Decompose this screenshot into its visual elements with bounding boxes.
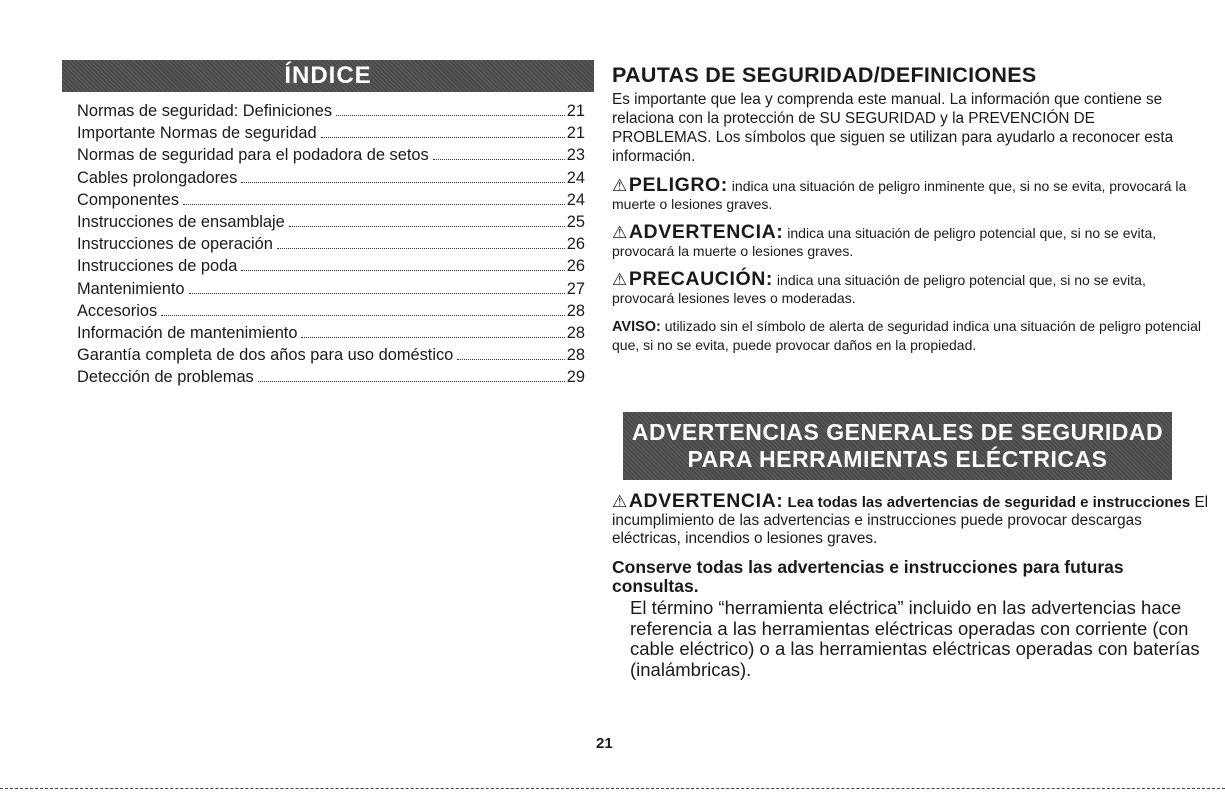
advertencia-text: indica una situación de peligro potencial que, si no se evita, provocará la muerte o lesiones graves. xyxy=(612,225,1157,259)
toc-item-label: Instrucciones de ensamblaje xyxy=(77,212,285,231)
table-of-contents xyxy=(77,100,585,388)
toc-item xyxy=(77,211,585,233)
toc-item-page: 21 xyxy=(566,102,585,120)
safety-definitions-section xyxy=(612,62,1212,354)
toc-item xyxy=(77,366,585,388)
toc-item-page: 24 xyxy=(566,168,585,187)
toc-item xyxy=(77,255,585,277)
toc-leader xyxy=(321,137,565,138)
toc-leader xyxy=(457,359,564,360)
general-warning-paragraph xyxy=(612,492,1212,548)
toc-item-page: 25 xyxy=(566,212,585,231)
toc-item-label: Normas de seguridad para el podadora de setos xyxy=(77,146,429,165)
advertencia-label: ADVERTENCIA: xyxy=(628,221,784,243)
precaucion-text: indica una situación de peligro potencial que, si no se evita, provocará lesiones leves o moderadas. xyxy=(612,272,1146,306)
toc-leader xyxy=(336,115,565,116)
page-number: 21 xyxy=(596,735,613,752)
warning-lead: Lea todas las advertencias de seguridad e instrucciones xyxy=(783,494,1191,511)
toc-item-label: Instrucciones de poda xyxy=(77,257,238,276)
toc-item xyxy=(77,189,585,211)
toc-item-page: 21 xyxy=(566,124,585,143)
toc-item-label: Detección de problemas xyxy=(77,368,254,387)
advertencia-definition xyxy=(612,223,1202,260)
toc-leader xyxy=(301,337,564,338)
general-warnings-banner xyxy=(623,412,1172,480)
toc-item xyxy=(77,122,585,144)
toc-item-page: 29 xyxy=(566,368,585,387)
toc-leader xyxy=(277,248,565,249)
warning-triangle-icon: ⚠ xyxy=(612,270,628,289)
toc-leader xyxy=(183,204,565,205)
toc-item-label: Instrucciones de operación xyxy=(77,235,273,254)
intro-paragraph: Es importante que lea y comprenda este manual. La información que contiene se relaciona con la protección de SU SEGURIDAD y la PREVENCIÓN DE PROBLEMAS. Los símbolos que siguen se utilizan para ayudarlo a reconocer esta información. xyxy=(612,91,1174,165)
indice-title: ÍNDICE xyxy=(284,62,372,89)
toc-item-label: Información de mantenimiento xyxy=(77,323,298,342)
toc-item-label: Mantenimiento xyxy=(77,279,185,298)
page-bottom-rule xyxy=(0,788,1225,789)
toc-item xyxy=(77,278,585,300)
banner-line-2: PARA HERRAMIENTAS ELÉCTRICAS xyxy=(687,446,1108,472)
warning-label: ADVERTENCIA: xyxy=(628,490,784,512)
toc-leader xyxy=(289,226,565,227)
toc-item-page: 28 xyxy=(566,346,585,365)
toc-leader xyxy=(433,159,565,160)
toc-item-page: 26 xyxy=(566,235,585,254)
warning-triangle-icon: ⚠ xyxy=(612,176,628,195)
toc-item-label: Cables prolongadores xyxy=(77,168,238,187)
precaucion-label: PRECAUCIÓN: xyxy=(628,268,774,290)
toc-item xyxy=(77,167,585,189)
warning-triangle-icon: ⚠ xyxy=(612,223,628,242)
toc-item-label: Accesorios xyxy=(77,301,158,320)
precaucion-definition xyxy=(612,270,1202,307)
conserve-heading: Conserve todas las advertencias e instrucciones para futuras consultas. xyxy=(612,557,1124,596)
general-warnings-section xyxy=(612,492,1212,680)
termino-paragraph: El término “herramienta eléctrica” incluido en las advertencias hace referencia a las herramientas eléctricas operadas con corriente (con cable eléctrico) o a las herramientas eléctricas operadas con baterías (inalámbricas). xyxy=(630,597,1200,680)
aviso-label: AVISO: xyxy=(612,319,661,335)
banner-line-1: ADVERTENCIAS GENERALES DE SEGURIDAD xyxy=(631,419,1164,445)
section-title: PAUTAS DE SEGURIDAD/DEFINICIONES xyxy=(612,63,1037,87)
toc-item-label: Normas de seguridad: Definiciones xyxy=(77,102,333,120)
toc-item xyxy=(77,100,585,122)
indice-banner xyxy=(62,60,594,92)
toc-item-page: 26 xyxy=(566,257,585,276)
toc-item xyxy=(77,144,585,166)
toc-item xyxy=(77,233,585,255)
toc-item xyxy=(77,300,585,322)
toc-item xyxy=(77,344,585,366)
warning-text: El incumplimiento de las advertencias e instrucciones puede provocar descargas eléctricas, incendios o lesiones graves. xyxy=(612,494,1209,547)
toc-leader xyxy=(241,270,564,271)
peligro-text: indica una situación de peligro inminente que, si no se evita, provocará la muerte o lesiones graves. xyxy=(612,178,1187,212)
toc-item-label: Importante Normas de seguridad xyxy=(77,124,317,143)
aviso-text: utilizado sin el símbolo de alerta de seguridad indica una situación de peligro potencial que, si no se evita, puede provocar daños en la propiedad. xyxy=(612,318,1201,353)
toc-item-page: 23 xyxy=(566,146,585,165)
toc-leader xyxy=(241,182,564,183)
aviso-definition xyxy=(612,317,1202,354)
toc-item-page: 27 xyxy=(566,279,585,298)
toc-leader xyxy=(258,381,565,382)
peligro-definition xyxy=(612,176,1202,213)
peligro-label: PELIGRO: xyxy=(628,174,728,196)
warning-triangle-icon: ⚠ xyxy=(612,492,628,511)
toc-leader xyxy=(189,293,565,294)
toc-item xyxy=(77,322,585,344)
toc-item-page: 24 xyxy=(566,190,585,209)
toc-item-page: 28 xyxy=(566,301,585,320)
toc-item-label: Componentes xyxy=(77,190,180,209)
toc-item-label: Garantía completa de dos años para uso doméstico xyxy=(77,346,454,365)
toc-item-page: 28 xyxy=(566,323,585,342)
toc-leader xyxy=(161,315,565,316)
